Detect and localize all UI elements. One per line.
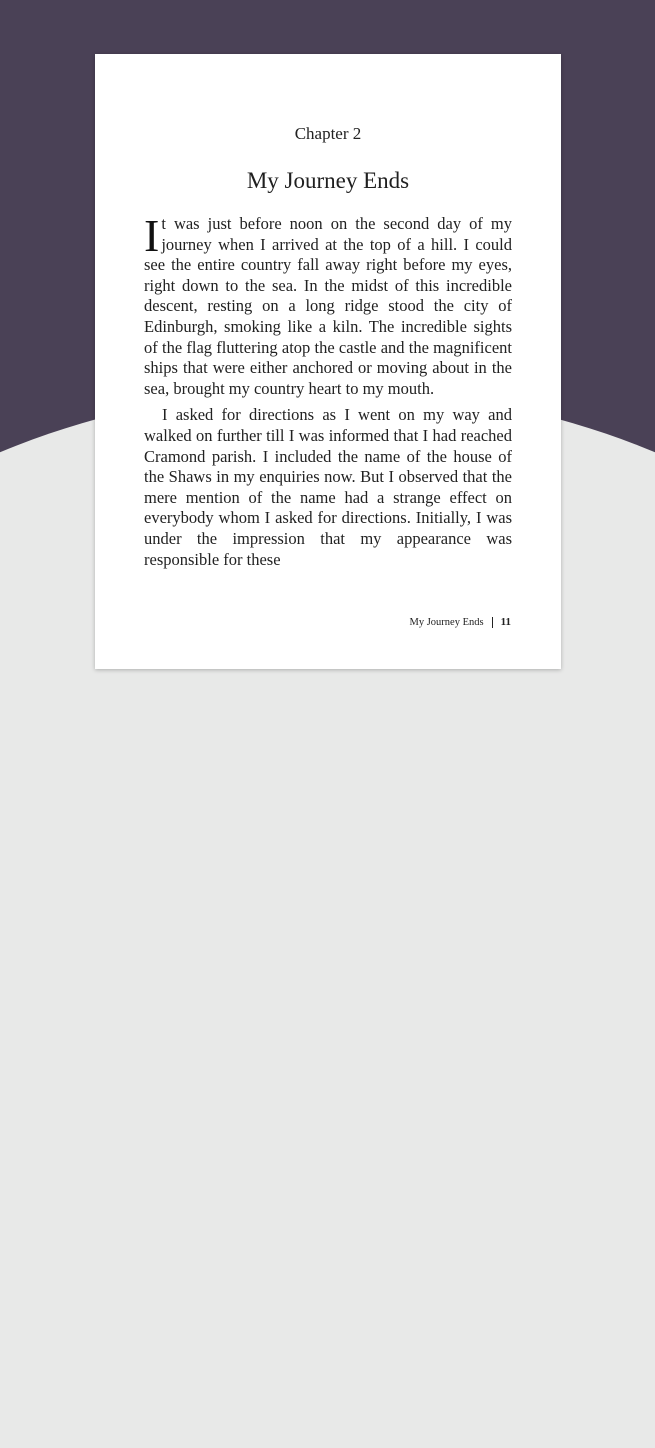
footer-title: My Journey Ends — [409, 616, 484, 628]
paragraph-1-text: t was just before noon on the second day of my journey when I arrived at the top of a hill. I could see the entire country fall away right before my eyes, right down to the sea. In the midst of this incredible descent, resting on a long ridge stood the city of Edinburgh, smoking like a kiln. The incredible sights of the flag fluttering atop the castle and the magnificent ships that were either anchored or moving about in the sea, brought my country heart to my mouth. — [144, 214, 512, 398]
drop-cap: I — [144, 214, 160, 261]
chapter-title: My Journey Ends — [246, 168, 410, 193]
page-footer — [410, 616, 512, 628]
chapter-label: Chapter 2 — [294, 124, 362, 143]
page-number: 11 — [500, 616, 511, 628]
footer-separator — [492, 617, 493, 628]
body-text — [144, 214, 512, 583]
paragraph-2: I asked for directions as I went on my way and walked on further till I was informed that I had reached Cramond parish. I included the name of the house of the Shaws in my enquiries now. But I observed that the mere mention of the name had a strange effect on everybody whom I asked for directions. Initially, I was under the impression that my appearance was responsible for these — [144, 405, 512, 569]
book-page — [95, 54, 561, 669]
paragraph-1 — [144, 214, 512, 399]
